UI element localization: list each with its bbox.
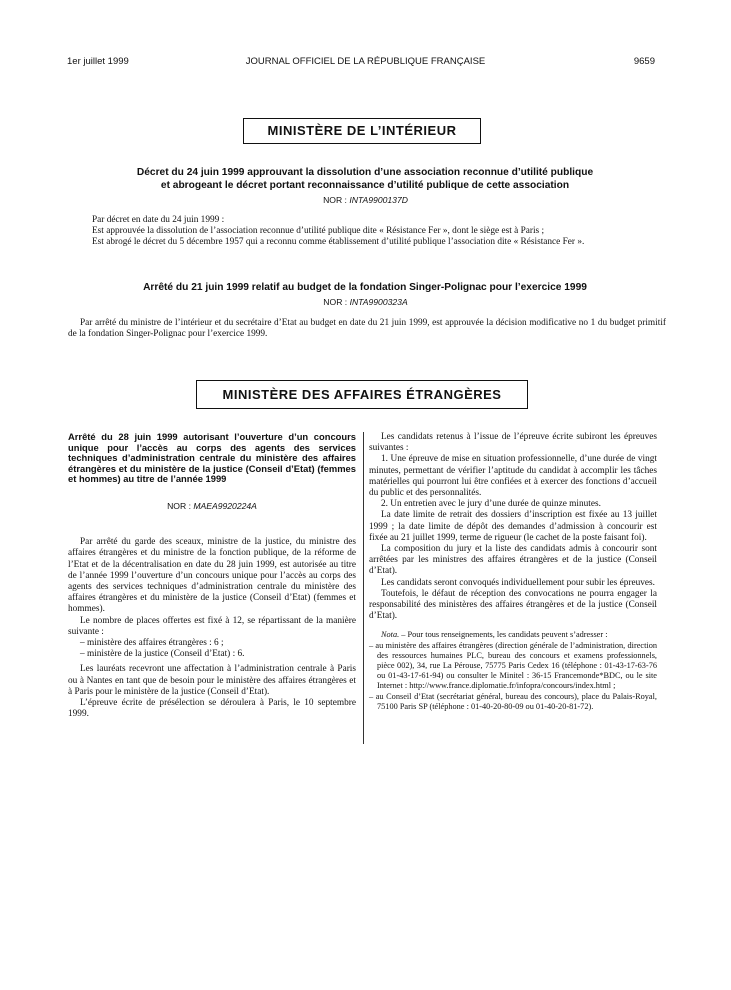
- decret-title-line-2: et abrogeant le décret portant reconnaissance d’utilité publique de cette association: [160, 179, 570, 191]
- concours-paragraph: 1. Une épreuve de mise en situation professionnelle, d’une durée de vingt minutes, permettant de vérifier l’aptitude du candidat à accomplir les tâches matérielles qui pourront lui être confiées et à exercer des fonctions d’accueil du public et des personnalités.: [369, 454, 657, 499]
- decret-title: [60, 167, 670, 192]
- concours-paragraph: Toutefois, le défaut de réception des convocations ne pourra engager la responsabilité des ministères des affaires étrangères et de la justice (Conseil d’Etat).: [369, 588, 657, 622]
- decret-paragraph: Est approuvée la dissolution de l’association reconnue d’utilité publique dite « Résistance Fer », dont le siège est à Paris ;: [92, 226, 545, 237]
- arrete-concours-title: Arrêté du 28 juin 1999 autorisant l’ouverture d’un concours unique pour l’accès au corps des agents des services techniques d’administration centrale du ministère des affaires étrangères et du ministère de la justice (Conseil d’Etat) (femmes et hommes) au titre de l’année 1999: [68, 431, 356, 485]
- arrete-budget-paragraph: Par arrêté du ministre de l’intérieur et du secrétaire d’Etat au budget en date du 21 juin 1999, est approuvée la décision modificative no 1 du budget primitif de la fondation Singer-Polignac pour l’exercice 1999.: [68, 318, 666, 340]
- concours-paragraph: Les candidats retenus à l’issue de l’épreuve écrite subiront les épreuves suivantes :: [369, 432, 657, 454]
- nor-label: NOR :: [323, 195, 347, 205]
- arrete-budget-nor: [0, 297, 731, 307]
- nota-intro-text: – Pour tous renseignements, les candidats peuvent s’adresser :: [399, 630, 608, 640]
- left-column: [68, 432, 356, 720]
- ministry-affaires-title: MINISTÈRE DES AFFAIRES ÉTRANGÈRES: [222, 387, 502, 402]
- nota-intro: [369, 630, 657, 640]
- nor-code: INTA9900323A: [349, 297, 408, 307]
- ministry-title-box: [243, 118, 481, 144]
- decret-paragraph: Est abrogé le décret du 5 décembre 1957 qui a reconnu comme établissement d’utilité publique l’association dite « Résistance Fer ».: [92, 237, 585, 248]
- concours-paragraph: La composition du jury et la liste des candidats admis à concourir sont arrêtées par les ministres des affaires étrangères et de la justice (Conseil d’Etat).: [369, 544, 657, 577]
- right-column: [369, 432, 657, 712]
- header-journal-title: JOURNAL OFFICIEL DE LA RÉPUBLIQUE FRANÇAISE: [245, 56, 486, 67]
- decret-nor: [0, 195, 731, 205]
- arrete-budget-body: [68, 318, 666, 340]
- concours-paragraph: Les lauréats recevront une affectation à l’administration centrale à Paris ou à Nantes en tant que de besoin pour le ministère des affaires étrangères et à Paris pour le ministère de la justice (Conseil d’Etat).: [68, 664, 356, 697]
- concours-paragraph: Le nombre de places offertes est fixé à 12, se répartissant de la manière suivante :: [68, 615, 356, 637]
- nota-item: – au ministère des affaires étrangères (direction générale de l’administration, direction des ressources humaines PLC, bureau des concours et examens professionnels, pièce 002), 34, rue La Pérouse, 75775 Paris Cedex 16 (téléphone : 01-43-17-63-76 ou 01-43-17-61-94) ou consulter le Minitel : 36-15 Francemonde*BDC, ou le site Internet : http://www.france.diplomatie.fr/infopra/concours/index.html ;: [369, 640, 657, 691]
- nota-item: – au Conseil d’Etat (secrétariat général, bureau des concours), place du Palais-Royal, 75100 Paris SP (téléphone : 01-40-20-80-09 ou 01-40-20-81-72).: [369, 691, 657, 711]
- list-item: – ministère des affaires étrangères : 6 ;: [80, 638, 224, 648]
- header-date: 1er juillet 1999: [67, 56, 129, 67]
- concours-paragraph: L’épreuve écrite de présélection se déroulera à Paris, le 10 septembre 1999.: [68, 698, 356, 720]
- header-page-number: 9659: [633, 56, 655, 67]
- nor-code: MAEA9920224A: [193, 500, 257, 511]
- decret-title-line-1: Décret du 24 juin 1999 approuvant la dissolution d’une association reconnue d’utilité publique: [136, 167, 594, 178]
- ministry-interieur-title: MINISTÈRE DE L’INTÉRIEUR: [267, 123, 457, 138]
- decret-paragraph: Par décret en date du 24 juin 1999 :: [92, 215, 225, 225]
- arrete-budget-title: Arrêté du 21 juin 1999 relatif au budget de la fondation Singer-Polignac pour l’exercice 1999: [143, 282, 587, 293]
- nota-label: Nota.: [381, 630, 400, 640]
- list-item: – ministère de la justice (Conseil d’Etat) : 6.: [80, 649, 245, 660]
- ministry-title-box: [196, 380, 528, 409]
- nor-label: NOR :: [323, 297, 348, 307]
- nor-label: NOR :: [167, 500, 191, 511]
- concours-paragraph: Par arrêté du garde des sceaux, ministre de la justice, du ministre des affaires étrangères et du ministre de la fonction publique, de la réforme de l’Etat et de la décentralisation en date du 28 juin 1999, est autorisée au titre de l’année 1999 l’ouverture d’un concours unique pour l’accès au corps des agents des services techniques d’administration centrale du ministère des affaires étrangères et du ministère de la justice (Conseil d’Etat) (femmes et hommes).: [68, 537, 356, 615]
- concours-paragraph: La date limite de retrait des dossiers d’inscription est fixée au 13 juillet 1999 ; la date limite de dépôt des demandes d’admission à concourir est fixée au 21 juillet 1999, terme de rigueur (le cachet de la poste faisant foi).: [369, 510, 657, 543]
- arrete-concours-nor: [68, 501, 356, 512]
- nota-block: [369, 630, 657, 712]
- column-divider: [363, 432, 364, 744]
- concours-paragraph: Les candidats seront convoqués individuellement pour subir les épreuves.: [381, 577, 655, 588]
- nor-code: INTA9900137D: [349, 195, 408, 205]
- concours-paragraph: 2. Un entretien avec le jury d’une durée de quinze minutes.: [381, 499, 601, 510]
- decret-body: [80, 215, 666, 249]
